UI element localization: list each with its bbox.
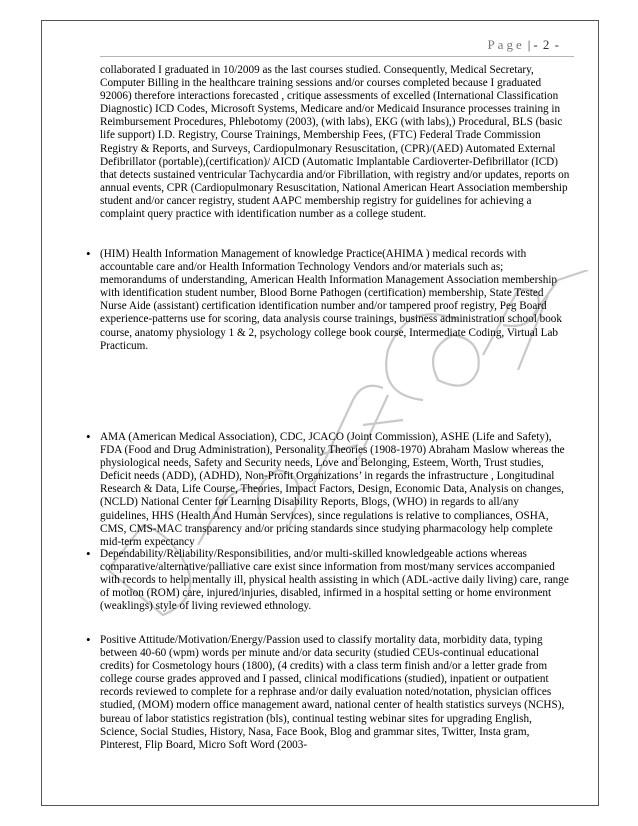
list-item [86, 429, 570, 549]
page-label: Page [487, 37, 525, 52]
document-body [86, 64, 570, 751]
page-header [487, 37, 560, 53]
header-separator: | [527, 37, 531, 52]
header-rule [100, 56, 574, 57]
list-item [86, 546, 570, 613]
bullet-icon: • [86, 246, 91, 261]
list-item-text: Positive Attitude/Motivation/Energy/Passion used to classify mortality data, morbidity data, typing between 40-60 (wpm) words per minute and/or data security (studied CEUs-continual educational credits) for Cosmetology hours (1800), (4 credits) with a class term finish and/or a letter grade from college course grades approved and I passed, clinical modifications (studied), inpatient or outpatient records reviewed to complete for a rephrase and/or daily evaluation noted/notation, physician offices studied, (MOM) modern office management award, national center of health statistics surveys (NCHS), bureau of labor statistics registration (bls), continual testing webinar sites for upgrading English, Science, Social Studies, History, Nasa, Face Book, Blog and grammar sites, Twitter, Insta gram, Pinterest, Flip Board, Micro Soft Word (2003- [100, 634, 565, 751]
list-item-text: Dependability/Reliability/Responsibilities, and/or multi-skilled knowledgeable actions whereas comparative/alternative/palliative care exist since information from most/many services accompanied with records to help mentally ill, physical health assisting in which (ADL-active daily living) care, range of motion (ROM) care, injured/injuries, disabled, infirmed in a hospital setting or home environment (weaklings) style of living reviewed ethnology. [100, 548, 569, 613]
list-item [86, 246, 570, 353]
page-number: - 2 - [533, 37, 560, 52]
list-item [86, 632, 570, 752]
intro-paragraph: collaborated I graduated in 10/2009 as the last courses studied. Consequently, Medical Secretary, Computer Billing in the healthcare training sessions and/or courses completed because I graduated 92006) therefore interactions forecasted , critique assessments of excelled (International Classification Diagnostic) ICD Codes, Microsoft Systems, Medicare and/or Medicaid Insurance processes training in Reimbursement Procedures, Phlebotomy (2003), (with labs), EKG (with labs),) Procedural, BLS (basic life support) I.D. Registry, Course Trainings, Membership Fees, (FTC) Federal Trade Commission Registry & Reports, and Surveys, Cardiopulmonary Resuscitation, (CPR)/(AED) Automated External Defibrillator (portable),(certification)/ AICD (Automatic Implantable Cardioverter-Defibrillator (ICD) that detects sustained ventricular Tachycardia and/or Fibrillation, with registry and/or updates, reports on annual events, CPR (Cardiopulmonary Resuscitation, National American Heart Association membership student and/or cancer registry, student AAPC membership registry for guidelines for achieving a complaint query practice with identification number as a college student. [100, 64, 570, 221]
list-item-text: AMA (American Medical Association), CDC, JCACO (Joint Commission), ASHE (Life and Safety), FDA (Food and Drug Administration), Personality Theories (1908-1970) Abraham Maslow whereas the physiological needs, Safety and Security needs, Love and Belonging, Esteem, Worth, Trust studies, Deficit needs (ADD), (ADHD), Non-Profit Organizations’ in regards the infrastructure , Longitudinal Research & Data, Life Course, Theories, Impact Factors, Design, Economic Data, Analysis on changes, (NCLD) National Center for Learning Disability Reports, Blogs, (WHO) in regards to all/any guidelines, HHS (Health And Human Services), since regulations is relative to compliances, OSHA, CMS, CMS-MAC transparency and/or pricing standards since studying pharmacology help complete mid-term expectancy [100, 431, 565, 548]
bullet-icon: • [86, 429, 91, 444]
bullet-icon: • [86, 632, 91, 647]
bullet-icon: • [86, 546, 91, 561]
list-item-text: (HIM) Health Information Management of knowledge Practice(AHIMA ) medical records with accountable care and/or Health Information Technology Vendors and/or materials such as; memorandums of understanding, American Health Information Management Association membership with identification student number, Blood Borne Pathogen (certification) membership, State Tested Nurse Aide (assistant) certification identification number and/or tampered proof registry, Peg Board experience-patterns use for scoring, data analysis course trainings, business administration school book course, anatomy physiology 1 & 2, psychology college book course, Intermediate Coding, Virtual Lab Practicum. [100, 248, 562, 352]
